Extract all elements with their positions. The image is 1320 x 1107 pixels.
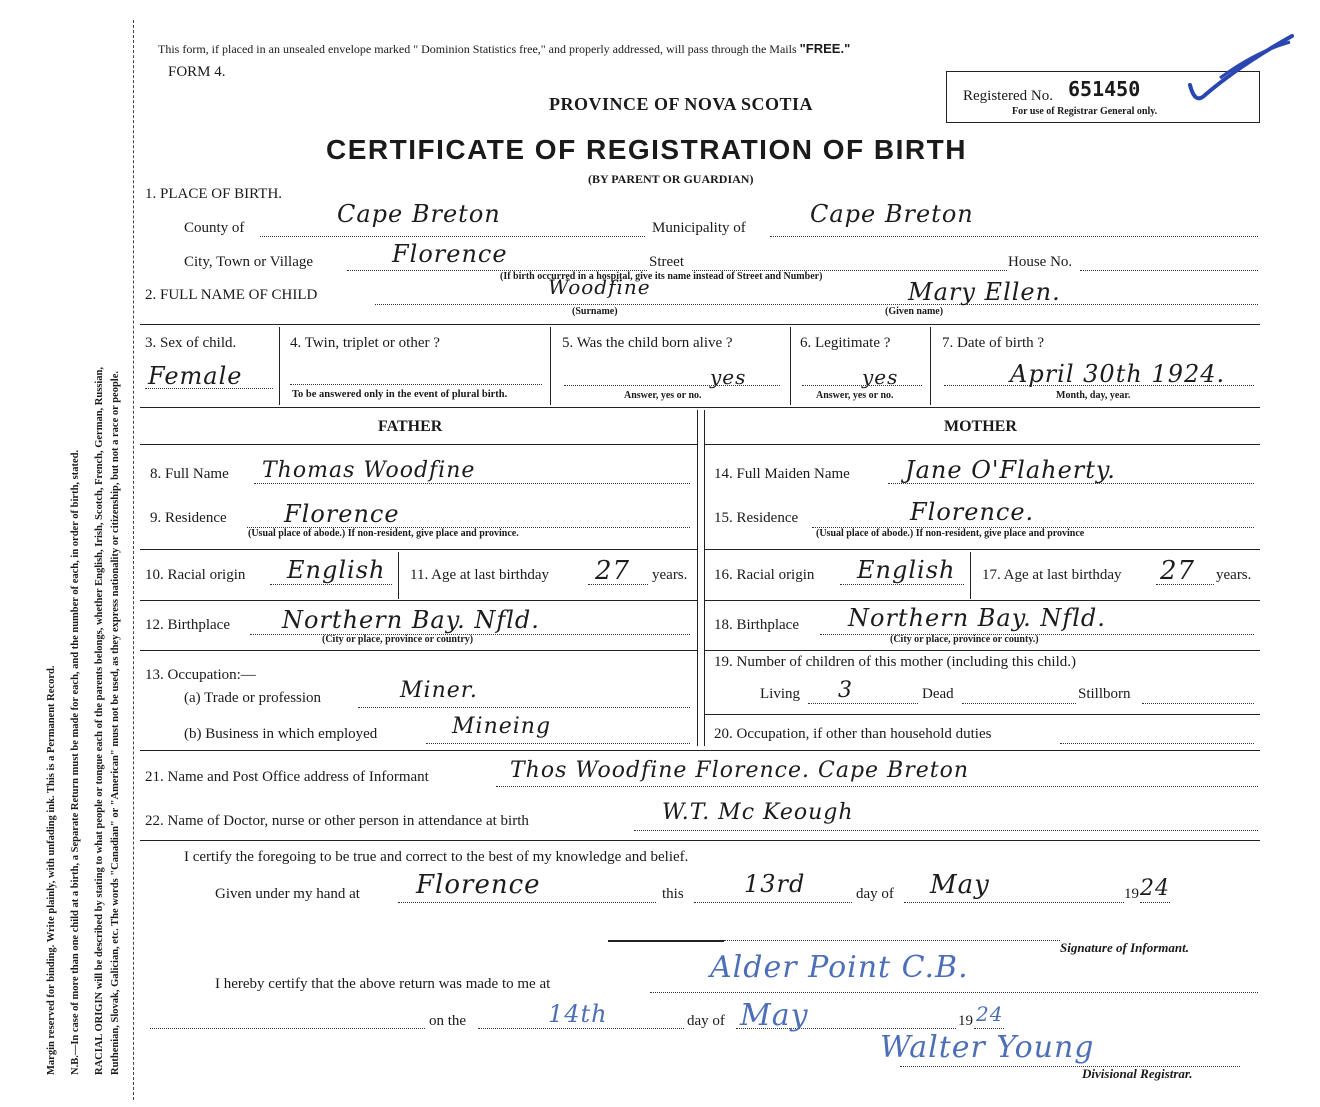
living-label: Living — [760, 686, 800, 702]
county-label: County of — [184, 220, 245, 236]
mother-age-label: 17. Age at last birthday — [982, 567, 1122, 583]
given-day: 13rd — [744, 870, 806, 898]
legitimate-label: 6. Legitimate ? — [800, 335, 891, 351]
trade-label: (a) Trade or profession — [184, 690, 322, 706]
given-name-label: (Given name) — [885, 306, 944, 317]
mother-race-label: 16. Racial origin — [714, 567, 815, 583]
father-heading: FATHER — [378, 418, 443, 435]
on-year: 24 — [976, 1002, 1004, 1026]
mother-years: years. — [1216, 567, 1252, 583]
registered-number: 651450 — [1068, 77, 1141, 101]
year-prefix: 19 — [1124, 886, 1139, 902]
on-month: May — [740, 998, 809, 1033]
given-place: Florence — [416, 870, 541, 900]
stillborn-label: Stillborn — [1078, 686, 1131, 702]
father-birthplace-note: (City or place, province or country) — [322, 634, 474, 645]
municipality-label: Municipality of — [652, 220, 746, 236]
doctor-label: 22. Name of Doctor, nurse or other person in attendance at birth — [145, 813, 529, 829]
province-title: PROVINCE OF NOVA SCOTIA — [549, 94, 814, 114]
street-note: (If birth occurred in a hospital, give its name instead of Street and Number) — [500, 271, 823, 282]
city-label: City, Town or Village — [184, 254, 314, 270]
surname-label: (Surname) — [572, 306, 618, 317]
mother-heading: MOTHER — [944, 418, 1017, 435]
margin-border — [133, 20, 134, 1100]
day-of-label: day of — [856, 886, 894, 902]
given-year: 24 — [1140, 876, 1170, 901]
mother-residence-label: 15. Residence — [714, 510, 799, 526]
dead-label: Dead — [922, 686, 954, 702]
mother-birthplace-label: 18. Birthplace — [714, 617, 799, 633]
certify-statement: I certify the foregoing to be true and correct to the best of my knowledge and belief. — [184, 849, 689, 865]
on-day: 14th — [548, 1000, 608, 1028]
registrar-label: Divisional Registrar. — [1082, 1066, 1193, 1081]
sex-label: 3. Sex of child. — [145, 335, 237, 351]
hereby-statement: I hereby certify that the above return was made to me at — [215, 976, 551, 992]
dob-label: 7. Date of birth ? — [942, 335, 1045, 351]
city-value: Florence — [392, 240, 508, 268]
alive-label: 5. Was the child born alive ? — [562, 335, 733, 351]
father-age-value: 27 — [595, 556, 631, 586]
place-of-birth-label: 1. PLACE OF BIRTH. — [145, 186, 283, 202]
registrar-signature: Walter Young — [880, 1030, 1095, 1065]
this-label: this — [662, 886, 684, 902]
hereby-place: Alder Point C.B. — [710, 950, 969, 985]
on-day-of-label: day of — [687, 1013, 725, 1029]
father-residence-label: 9. Residence — [150, 510, 227, 526]
registrar-note: For use of Registrar General only. — [1012, 106, 1158, 117]
father-residence-note: (Usual place of abode.) If non-resident, give place and province. — [248, 528, 519, 539]
father-race-value: English — [287, 556, 386, 584]
margin-note-plural-birth: N.B.—In case of more than one child at a birth, a Separate Return must be made for each, and the number of each, in order of birth, stated. — [70, 449, 81, 1075]
margin-note-racial-origin: RACIAL ORIGIN will be described by stating to what people or tongue each of the parents belongs, whether English, Irish, Scotch, French, German, Russian, — [94, 366, 105, 1075]
living-value: 3 — [838, 678, 853, 703]
mother-name-label: 14. Full Maiden Name — [714, 466, 850, 482]
county-value: Cape Breton — [337, 200, 501, 228]
check-mark-icon — [1180, 30, 1300, 110]
child-name-label: 2. FULL NAME OF CHILD — [145, 287, 318, 303]
street-label: Street — [649, 254, 684, 270]
legitimate-note: Answer, yes or no. — [816, 390, 894, 401]
informant-value: Thos Woodfine Florence. Cape Breton — [510, 758, 970, 783]
house-no-label: House No. — [1008, 254, 1073, 270]
dob-value: April 30th 1924. — [1010, 360, 1226, 388]
father-residence-value: Florence — [284, 500, 400, 528]
page-subtitle: (BY PARENT OR GUARDIAN) — [588, 172, 754, 186]
doctor-value: W.T. Mc Keough — [662, 800, 854, 825]
father-name-label: 8. Full Name — [150, 466, 229, 482]
mother-birthplace-value: Northern Bay. Nfld. — [848, 604, 1106, 632]
child-given-name: Mary Ellen. — [908, 278, 1061, 306]
father-birthplace-label: 12. Birthplace — [145, 617, 230, 633]
municipality-value: Cape Breton — [810, 200, 974, 228]
father-occupation-label: 13. Occupation:— — [145, 667, 256, 683]
margin-note-racial-origin-cont: Ruthenian, Slovak, Galician, etc. The words "Canadian" or "American" must not be used, as they express nationality or citizenship, but not a race or people. — [110, 370, 121, 1075]
mother-age-value: 27 — [1160, 556, 1196, 586]
informant-signature-label: Signature of Informant. — [1060, 940, 1189, 955]
mother-race-value: English — [857, 556, 956, 584]
mother-occupation-label: 20. Occupation, if other than household duties — [714, 726, 992, 742]
father-years: years. — [652, 567, 688, 583]
mail-notice: This form, if placed in an unsealed envelope marked " Dominion Statistics free," and properly addressed, will pass through the Mails "FREE." — [158, 41, 851, 56]
form-number: FORM 4. — [168, 64, 226, 80]
business-label: (b) Business in which employed — [184, 726, 378, 742]
legitimate-value: yes — [862, 365, 899, 389]
margin-note-binding: Margin reserved for binding. Write plainly, with unfading ink. This is a Permanent Record. — [46, 665, 57, 1075]
child-surname: Woodfine — [548, 275, 651, 299]
father-name-value: Thomas Woodfine — [262, 458, 476, 483]
alive-note: Answer, yes or no. — [624, 390, 702, 401]
alive-value: yes — [710, 365, 747, 389]
twin-note: To be answered only in the event of plural birth. — [292, 389, 508, 400]
page-title: CERTIFICATE OF REGISTRATION OF BIRTH — [326, 134, 967, 165]
twin-label: 4. Twin, triplet or other ? — [290, 335, 440, 351]
father-age-label: 11. Age at last birthday — [410, 567, 549, 583]
given-label: Given under my hand at — [215, 886, 360, 902]
father-race-label: 10. Racial origin — [145, 567, 246, 583]
mother-residence-note: (Usual place of abode.) If non-resident, give place and province — [816, 528, 1085, 539]
mother-residence-value: Florence. — [910, 498, 1035, 526]
mother-name-value: Jane O'Flaherty. — [905, 456, 1116, 484]
trade-value: Miner. — [400, 678, 478, 703]
informant-label: 21. Name and Post Office address of Informant — [145, 769, 429, 785]
sex-value: Female — [148, 362, 243, 390]
father-birthplace-value: Northern Bay. Nfld. — [282, 606, 540, 634]
given-month: May — [930, 870, 990, 900]
children-count-label: 19. Number of children of this mother (including this child.) — [714, 654, 1077, 670]
on-year-prefix: 19 — [958, 1013, 973, 1029]
mother-birthplace-note: (City or place, province or county.) — [890, 634, 1039, 645]
on-the-label: on the — [429, 1013, 467, 1029]
business-value: Mineing — [452, 714, 552, 739]
dob-note: Month, day, year. — [1056, 390, 1131, 401]
registered-label: Registered No. — [963, 88, 1053, 104]
